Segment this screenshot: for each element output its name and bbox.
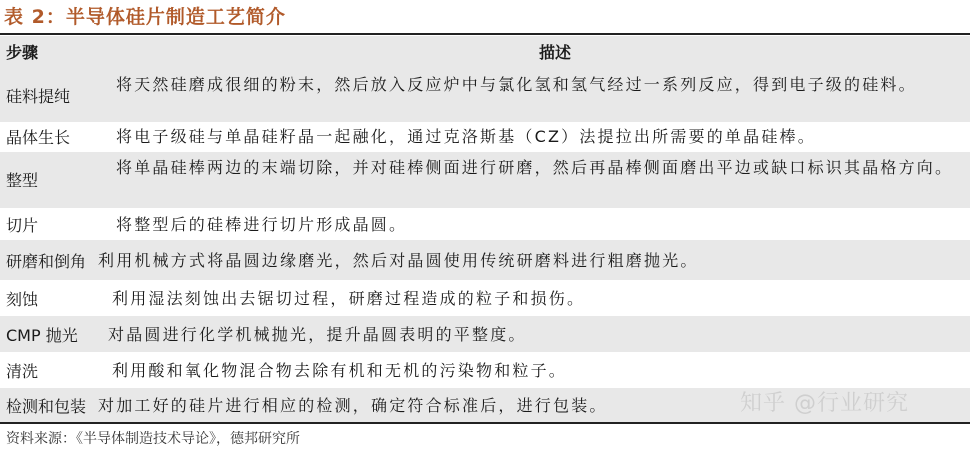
table-row: [0, 280, 970, 316]
row-desc: 将整型后的硅棒进行切片形成晶圆。: [116, 215, 408, 234]
table-row: [0, 316, 970, 352]
table-row: [0, 122, 970, 152]
row-step: 刻蚀: [6, 290, 39, 309]
header-desc: 描述: [538, 43, 571, 62]
table-header: [0, 36, 970, 70]
row-desc: 利用机械方式将晶圆边缘磨光，然后对晶圆使用传统研磨料进行粗磨抛光。: [98, 251, 699, 270]
row-step: 切片: [6, 216, 39, 235]
source-note: 资料来源：《半导体制造技术导论》，德邦研究所: [6, 431, 300, 447]
table-row: [0, 208, 970, 240]
row-desc: 对晶圆进行化学机械抛光，提升晶圆表明的平整度。: [108, 325, 527, 344]
row-desc: 对加工好的硅片进行相应的检测，确定符合标准后，进行包装。: [98, 396, 608, 415]
table-row: [0, 70, 970, 122]
table-row: [0, 152, 970, 208]
row-step: CMP 抛光: [6, 326, 78, 345]
watermark: 知乎 @行业研究: [740, 391, 909, 416]
bottom-rule: [0, 422, 970, 424]
table-row: [0, 352, 970, 388]
row-desc: 将天然硅磨成很细的粉末，然后放入反应炉中与氯化氢和氢气经过一系列反应，得到电子级的硅料。: [116, 75, 917, 94]
row-desc: 将电子级硅与单晶硅籽晶一起融化，通过克洛斯基（CZ）法提拉出所需要的单晶硅棒。: [116, 127, 816, 146]
top-rule: [0, 33, 970, 35]
row-step: 晶体生长: [6, 128, 71, 147]
row-step: 检测和包装: [6, 397, 87, 416]
row-step: 硅料提纯: [6, 87, 71, 106]
row-step: 整型: [6, 171, 39, 190]
table-row: [0, 240, 970, 280]
header-step: 步骤: [6, 43, 39, 62]
row-desc: 利用湿法刻蚀出去锯切过程，研磨过程造成的粒子和损伤。: [112, 289, 586, 308]
table-title: 表 2：半导体硅片制造工艺简介: [4, 6, 286, 28]
row-step: 清洗: [6, 362, 39, 381]
row-desc: 将单晶硅棒两边的末端切除，并对硅棒侧面进行研磨，然后再晶棒侧面磨出平边或缺口标识其晶格方向。: [116, 158, 954, 177]
row-desc: 利用酸和氧化物混合物去除有机和无机的污染物和粒子。: [112, 361, 568, 380]
row-step: 研磨和倒角: [6, 252, 87, 271]
